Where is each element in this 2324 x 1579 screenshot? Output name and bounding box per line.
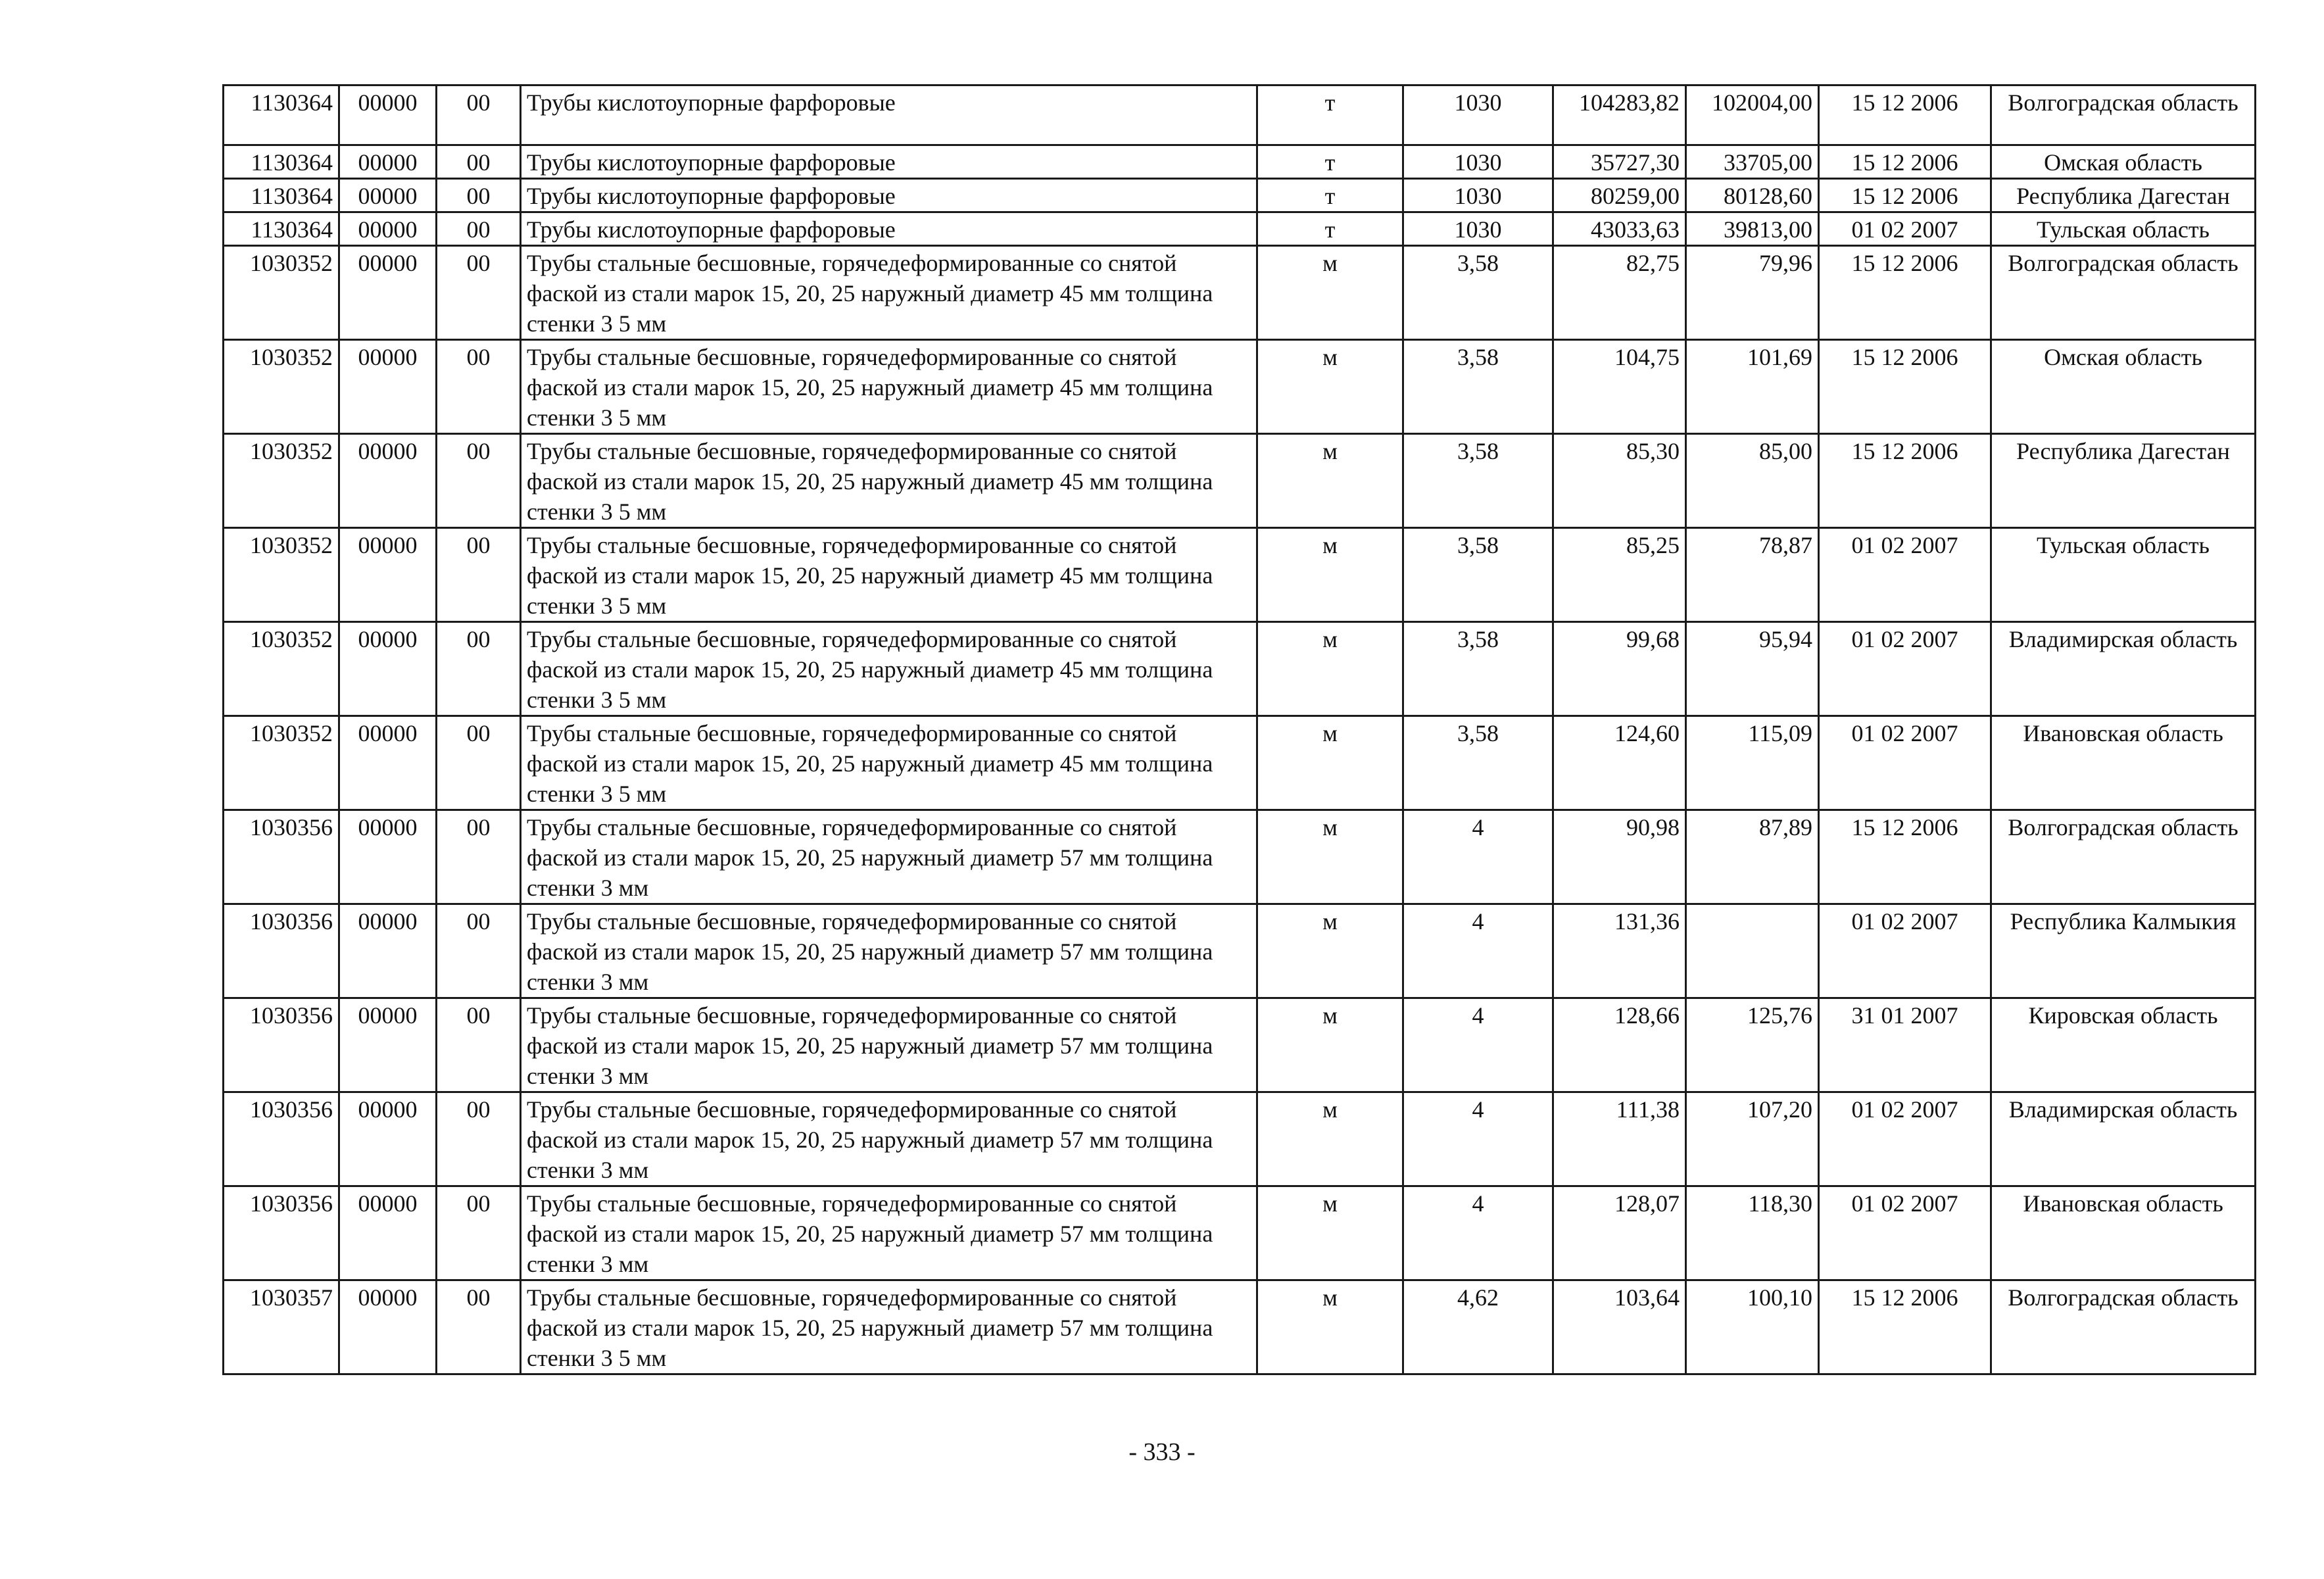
cell-unit: м — [1257, 1092, 1403, 1186]
cell-date: 15 12 2006 — [1819, 85, 1991, 145]
cell-price-with-vat: 35727,30 — [1553, 145, 1686, 179]
cell-coefficient: 3,58 — [1403, 622, 1553, 716]
cell-price-with-vat: 128,66 — [1553, 998, 1686, 1092]
table-row — [224, 528, 2256, 622]
cell-product-name: Трубы стальные бесшовные, горячедеформированные со снятой фаской из стали марок 15, 20, 25 наружный диаметр 57 мм толщина стенки 3 мм — [521, 998, 1257, 1092]
cell-subcode: 00000 — [339, 716, 437, 810]
cell-code: 1030356 — [224, 810, 339, 904]
cell-price-without-vat: 102004,00 — [1686, 85, 1819, 145]
cell-coefficient: 3,58 — [1403, 528, 1553, 622]
cell-price-without-vat: 107,20 — [1686, 1092, 1819, 1186]
cell-price-without-vat: 125,76 — [1686, 998, 1819, 1092]
cell-price-without-vat: 79,96 — [1686, 246, 1819, 340]
cell-subcode: 00000 — [339, 340, 437, 434]
cell-product-name: Трубы стальные бесшовные, горячедеформированные со снятой фаской из стали марок 15, 20, 25 наружный диаметр 57 мм толщина стенки 3 мм — [521, 904, 1257, 998]
cell-date: 31 01 2007 — [1819, 998, 1991, 1092]
cell-coefficient: 3,58 — [1403, 716, 1553, 810]
cell-product-name: Трубы стальные бесшовные, горячедеформированные со снятой фаской из стали марок 15, 20, 25 наружный диаметр 57 мм толщина стенки 3 мм — [521, 1092, 1257, 1186]
cell-date: 01 02 2007 — [1819, 528, 1991, 622]
cell-price-with-vat: 99,68 — [1553, 622, 1686, 716]
cell-date: 01 02 2007 — [1819, 716, 1991, 810]
table-row — [224, 434, 2256, 528]
table-row — [224, 340, 2256, 434]
cell-region: Ивановская область — [1991, 1186, 2256, 1280]
cell-region: Тульская область — [1991, 528, 2256, 622]
cell-coefficient: 1030 — [1403, 179, 1553, 212]
cell-variant: 00 — [437, 716, 521, 810]
cell-region: Республика Дагестан — [1991, 179, 2256, 212]
cell-coefficient: 4 — [1403, 1092, 1553, 1186]
cell-price-with-vat: 104283,82 — [1553, 85, 1686, 145]
cell-region: Тульская область — [1991, 212, 2256, 246]
cell-region: Владимирская область — [1991, 622, 2256, 716]
cell-subcode: 00000 — [339, 622, 437, 716]
cell-product-name: Трубы стальные бесшовные, горячедеформированные со снятой фаской из стали марок 15, 20, 25 наружный диаметр 45 мм толщина стенки 3 5 мм — [521, 622, 1257, 716]
cell-price-without-vat: 118,30 — [1686, 1186, 1819, 1280]
cell-product-name: Трубы стальные бесшовные, горячедеформированные со снятой фаской из стали марок 15, 20, 25 наружный диаметр 57 мм толщина стенки 3 мм — [521, 810, 1257, 904]
cell-subcode: 00000 — [339, 1092, 437, 1186]
cell-product-name: Трубы стальные бесшовные, горячедеформированные со снятой фаской из стали марок 15, 20, 25 наружный диаметр 45 мм толщина стенки 3 5 мм — [521, 528, 1257, 622]
cell-coefficient: 1030 — [1403, 212, 1553, 246]
cell-subcode: 00000 — [339, 434, 437, 528]
cell-price-with-vat: 80259,00 — [1553, 179, 1686, 212]
cell-price-with-vat: 90,98 — [1553, 810, 1686, 904]
price-table — [222, 84, 2256, 1375]
cell-unit: м — [1257, 622, 1403, 716]
cell-date: 15 12 2006 — [1819, 1280, 1991, 1374]
cell-unit: т — [1257, 145, 1403, 179]
cell-variant: 00 — [437, 212, 521, 246]
cell-variant: 00 — [437, 179, 521, 212]
table-row — [224, 810, 2256, 904]
cell-subcode: 00000 — [339, 85, 437, 145]
table-row — [224, 1280, 2256, 1374]
cell-price-with-vat: 103,64 — [1553, 1280, 1686, 1374]
cell-subcode: 00000 — [339, 145, 437, 179]
cell-variant: 00 — [437, 246, 521, 340]
cell-subcode: 00000 — [339, 179, 437, 212]
cell-region: Омская область — [1991, 145, 2256, 179]
cell-date: 15 12 2006 — [1819, 810, 1991, 904]
cell-coefficient: 4 — [1403, 810, 1553, 904]
cell-code: 1130364 — [224, 179, 339, 212]
cell-product-name: Трубы стальные бесшовные, горячедеформированные со снятой фаской из стали марок 15, 20, 25 наружный диаметр 45 мм толщина стенки 3 5 мм — [521, 340, 1257, 434]
cell-product-name: Трубы кислотоупорные фарфоровые — [521, 145, 1257, 179]
cell-region: Волгоградская область — [1991, 85, 2256, 145]
cell-region: Волгоградская область — [1991, 246, 2256, 340]
cell-code: 1030356 — [224, 904, 339, 998]
cell-unit: м — [1257, 434, 1403, 528]
cell-variant: 00 — [437, 622, 521, 716]
cell-date: 15 12 2006 — [1819, 434, 1991, 528]
cell-unit: м — [1257, 1280, 1403, 1374]
cell-variant: 00 — [437, 528, 521, 622]
cell-code: 1130364 — [224, 212, 339, 246]
cell-date: 15 12 2006 — [1819, 145, 1991, 179]
cell-product-name: Трубы стальные бесшовные, горячедеформированные со снятой фаской из стали марок 15, 20, 25 наружный диаметр 57 мм толщина стенки 3 мм — [521, 1186, 1257, 1280]
cell-subcode: 00000 — [339, 212, 437, 246]
cell-product-name: Трубы стальные бесшовные, горячедеформированные со снятой фаской из стали марок 15, 20, 25 наружный диаметр 45 мм толщина стенки 3 5 мм — [521, 434, 1257, 528]
cell-price-with-vat: 111,38 — [1553, 1092, 1686, 1186]
table-row — [224, 622, 2256, 716]
cell-unit: м — [1257, 904, 1403, 998]
cell-region: Волгоградская область — [1991, 1280, 2256, 1374]
cell-coefficient: 3,58 — [1403, 434, 1553, 528]
cell-code: 1030352 — [224, 528, 339, 622]
cell-region: Кировская область — [1991, 998, 2256, 1092]
cell-unit: м — [1257, 716, 1403, 810]
table-row — [224, 145, 2256, 179]
cell-subcode: 00000 — [339, 810, 437, 904]
cell-subcode: 00000 — [339, 1186, 437, 1280]
cell-price-without-vat: 100,10 — [1686, 1280, 1819, 1374]
cell-coefficient: 4,62 — [1403, 1280, 1553, 1374]
cell-unit: т — [1257, 85, 1403, 145]
cell-variant: 00 — [437, 1280, 521, 1374]
cell-unit: т — [1257, 212, 1403, 246]
cell-variant: 00 — [437, 340, 521, 434]
cell-variant: 00 — [437, 904, 521, 998]
cell-price-with-vat: 131,36 — [1553, 904, 1686, 998]
cell-price-with-vat: 124,60 — [1553, 716, 1686, 810]
cell-price-without-vat: 95,94 — [1686, 622, 1819, 716]
cell-variant: 00 — [437, 810, 521, 904]
cell-price-with-vat: 128,07 — [1553, 1186, 1686, 1280]
cell-code: 1030352 — [224, 246, 339, 340]
cell-date: 15 12 2006 — [1819, 179, 1991, 212]
cell-region: Омская область — [1991, 340, 2256, 434]
table-row — [224, 904, 2256, 998]
cell-date: 01 02 2007 — [1819, 622, 1991, 716]
cell-coefficient: 4 — [1403, 904, 1553, 998]
cell-variant: 00 — [437, 145, 521, 179]
table-row — [224, 716, 2256, 810]
table-row — [224, 998, 2256, 1092]
cell-unit: м — [1257, 246, 1403, 340]
cell-unit: м — [1257, 810, 1403, 904]
cell-product-name: Трубы стальные бесшовные, горячедеформированные со снятой фаской из стали марок 15, 20, 25 наружный диаметр 45 мм толщина стенки 3 5 мм — [521, 716, 1257, 810]
cell-region: Республика Дагестан — [1991, 434, 2256, 528]
cell-price-without-vat: 87,89 — [1686, 810, 1819, 904]
cell-variant: 00 — [437, 85, 521, 145]
cell-variant: 00 — [437, 1092, 521, 1186]
cell-coefficient: 3,58 — [1403, 340, 1553, 434]
cell-coefficient: 4 — [1403, 998, 1553, 1092]
cell-product-name: Трубы кислотоупорные фарфоровые — [521, 85, 1257, 145]
cell-subcode: 00000 — [339, 904, 437, 998]
cell-price-without-vat: 78,87 — [1686, 528, 1819, 622]
table-body — [224, 85, 2256, 1374]
cell-region: Ивановская область — [1991, 716, 2256, 810]
cell-coefficient: 1030 — [1403, 145, 1553, 179]
cell-product-name: Трубы стальные бесшовные, горячедеформированные со снятой фаской из стали марок 15, 20, 25 наружный диаметр 45 мм толщина стенки 3 5 мм — [521, 246, 1257, 340]
table-row — [224, 1186, 2256, 1280]
cell-price-without-vat: 101,69 — [1686, 340, 1819, 434]
cell-date: 01 02 2007 — [1819, 212, 1991, 246]
table-row — [224, 212, 2256, 246]
cell-region: Владимирская область — [1991, 1092, 2256, 1186]
cell-subcode: 00000 — [339, 246, 437, 340]
cell-price-without-vat — [1686, 904, 1819, 998]
cell-product-name: Трубы кислотоупорные фарфоровые — [521, 179, 1257, 212]
cell-price-without-vat: 33705,00 — [1686, 145, 1819, 179]
cell-region: Волгоградская область — [1991, 810, 2256, 904]
cell-unit: м — [1257, 340, 1403, 434]
cell-code: 1030356 — [224, 1186, 339, 1280]
cell-date: 01 02 2007 — [1819, 1186, 1991, 1280]
table-row — [224, 85, 2256, 145]
cell-code: 1030352 — [224, 716, 339, 810]
cell-variant: 00 — [437, 1186, 521, 1280]
cell-product-name: Трубы кислотоупорные фарфоровые — [521, 212, 1257, 246]
cell-price-with-vat: 85,30 — [1553, 434, 1686, 528]
cell-variant: 00 — [437, 998, 521, 1092]
cell-price-without-vat: 80128,60 — [1686, 179, 1819, 212]
cell-code: 1030356 — [224, 1092, 339, 1186]
cell-price-with-vat: 43033,63 — [1553, 212, 1686, 246]
cell-coefficient: 3,58 — [1403, 246, 1553, 340]
cell-coefficient: 1030 — [1403, 85, 1553, 145]
cell-code: 1030356 — [224, 998, 339, 1092]
cell-date: 15 12 2006 — [1819, 340, 1991, 434]
cell-price-without-vat: 85,00 — [1686, 434, 1819, 528]
cell-unit: м — [1257, 1186, 1403, 1280]
cell-date: 15 12 2006 — [1819, 246, 1991, 340]
cell-date: 01 02 2007 — [1819, 1092, 1991, 1186]
cell-subcode: 00000 — [339, 528, 437, 622]
cell-unit: м — [1257, 528, 1403, 622]
cell-code: 1030357 — [224, 1280, 339, 1374]
page-number: - 333 - — [1128, 1438, 1196, 1466]
table-row — [224, 1092, 2256, 1186]
cell-code: 1130364 — [224, 85, 339, 145]
cell-unit: м — [1257, 998, 1403, 1092]
cell-code: 1030352 — [224, 622, 339, 716]
cell-code: 1030352 — [224, 340, 339, 434]
cell-region: Республика Калмыкия — [1991, 904, 2256, 998]
cell-price-with-vat: 82,75 — [1553, 246, 1686, 340]
cell-coefficient: 4 — [1403, 1186, 1553, 1280]
table-row — [224, 246, 2256, 340]
table-row — [224, 179, 2256, 212]
cell-subcode: 00000 — [339, 1280, 437, 1374]
cell-price-with-vat: 85,25 — [1553, 528, 1686, 622]
cell-code: 1030352 — [224, 434, 339, 528]
cell-price-with-vat: 104,75 — [1553, 340, 1686, 434]
cell-product-name: Трубы стальные бесшовные, горячедеформированные со снятой фаской из стали марок 15, 20, 25 наружный диаметр 57 мм толщина стенки 3 5 мм — [521, 1280, 1257, 1374]
cell-price-without-vat: 39813,00 — [1686, 212, 1819, 246]
cell-subcode: 00000 — [339, 998, 437, 1092]
cell-price-without-vat: 115,09 — [1686, 716, 1819, 810]
cell-code: 1130364 — [224, 145, 339, 179]
cell-date: 01 02 2007 — [1819, 904, 1991, 998]
cell-variant: 00 — [437, 434, 521, 528]
cell-unit: т — [1257, 179, 1403, 212]
